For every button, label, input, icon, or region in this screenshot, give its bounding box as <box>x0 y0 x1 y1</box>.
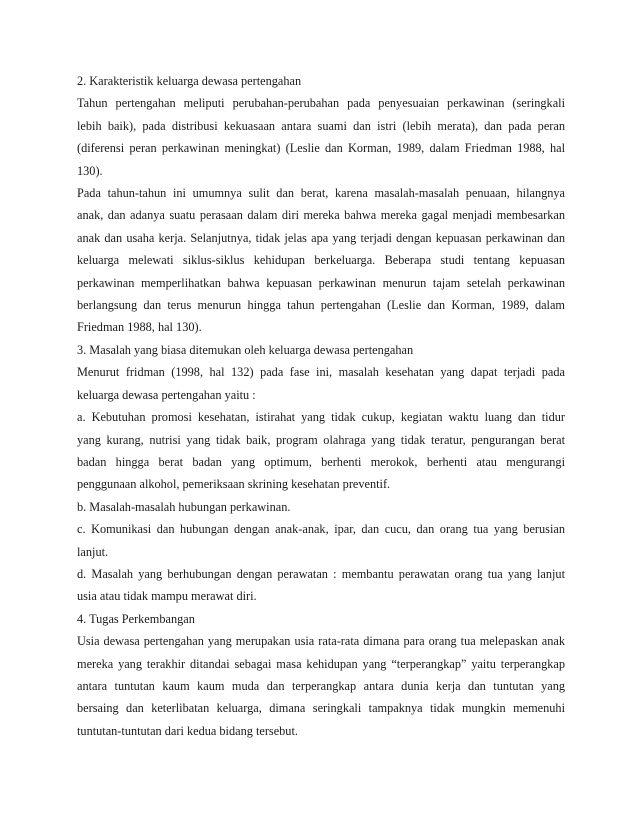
text-line: a. Kebutuhan promosi kesehatan, istirahat yang tidak cukup, kegiatan waktu luang dan tidur <box>77 410 565 425</box>
text-line: (diferensi peran perkawinan meningkat) (Leslie dan Korman, 1989, dalam Friedman 1988, hal <box>77 141 565 156</box>
text-line: Tahun pertengahan meliputi perubahan-perubahan pada penyesuaian perkawinan (seringkali <box>77 96 565 111</box>
text-line: anak, dan adanya suatu perasaan dalam diri mereka bahwa mereka gagal menjadi membesarkan <box>77 208 565 223</box>
text-line: 4. Tugas Perkembangan <box>77 611 195 626</box>
text-line: Pada tahun-tahun ini umumnya sulit dan berat, karena masalah-masalah penuaan, hilangnya <box>77 186 565 201</box>
text-line: Menurut fridman (1998, hal 132) pada fase ini, masalah kesehatan yang dapat terjadi pada <box>77 365 565 380</box>
text-line: keluarga melewati siklus-siklus kehidupan berkeluarga. Beberapa studi tentang kepuasan <box>77 253 565 268</box>
text-line: penggunaan alkohol, pemeriksaan skrining kesehatan preventif. <box>77 477 391 492</box>
text-line: 2. Karakteristik keluarga dewasa pertengahan <box>77 74 302 88</box>
text-line: Friedman 1988, hal 130). <box>77 320 202 335</box>
text-line: 130). <box>77 163 103 178</box>
text-line: usia atau tidak mampu merawat diri. <box>77 589 257 604</box>
text-line: lebih baik), pada distribusi kekuasaan antara suami dan istri (lebih merata), dan pada peran <box>77 118 565 133</box>
text-line: lanjut. <box>77 544 109 559</box>
text-line: keluarga dewasa pertengahan yaitu : <box>77 387 256 402</box>
text-line: tuntutan-tuntutan dari kedua bidang tersebut. <box>77 723 298 738</box>
text-line: Usia dewasa pertengahan yang merupakan usia rata-rata dimana para orang tua melepaskan anak <box>77 634 565 649</box>
document-page <box>77 70 565 742</box>
text-line: badan hingga berat badan yang optimum, berhenti merokok, berhenti atau mengurangi <box>77 454 565 469</box>
text-line: antara tuntutan kaum kaum muda dan terperangkap antara dunia kerja dan tuntutan yang <box>77 678 565 693</box>
text-line: 3. Masalah yang biasa ditemukan oleh keluarga dewasa pertengahan <box>77 342 414 357</box>
text-line: yang kurang, nutrisi yang tidak baik, program olahraga yang tidak teratur, pengurangan berat <box>77 432 565 447</box>
text-line: d. Masalah yang berhubungan dengan perawatan : membantu perawatan orang tua yang lanjut <box>77 566 565 581</box>
text-line: c. Komunikasi dan hubungan dengan anak-anak, ipar, dan cucu, dan orang tua yang berusian <box>77 522 565 537</box>
text-line: mereka yang terakhir ditandai sebagai masa kehidupan yang “terperangkap” yaitu terperangkap <box>77 656 565 671</box>
text-line: berlangsung dan terus menurun hingga tahun pertengahan (Leslie dan Korman, 1989, dalam <box>77 298 565 313</box>
text-line: b. Masalah-masalah hubungan perkawinan. <box>77 499 291 514</box>
text-line: perkawinan memperlihatkan bahwa kepuasan perkawinan menurun tajam setelah perkawinan <box>77 275 565 290</box>
text-line: bersaing dan keterlibatan keluarga, dimana seringkali tampaknya tidak mungkin memenuhi <box>77 701 565 716</box>
text-line: anak dan usaha kerja. Selanjutnya, tidak jelas apa yang terjadi dengan kepuasan perkawinan dan <box>77 230 565 245</box>
